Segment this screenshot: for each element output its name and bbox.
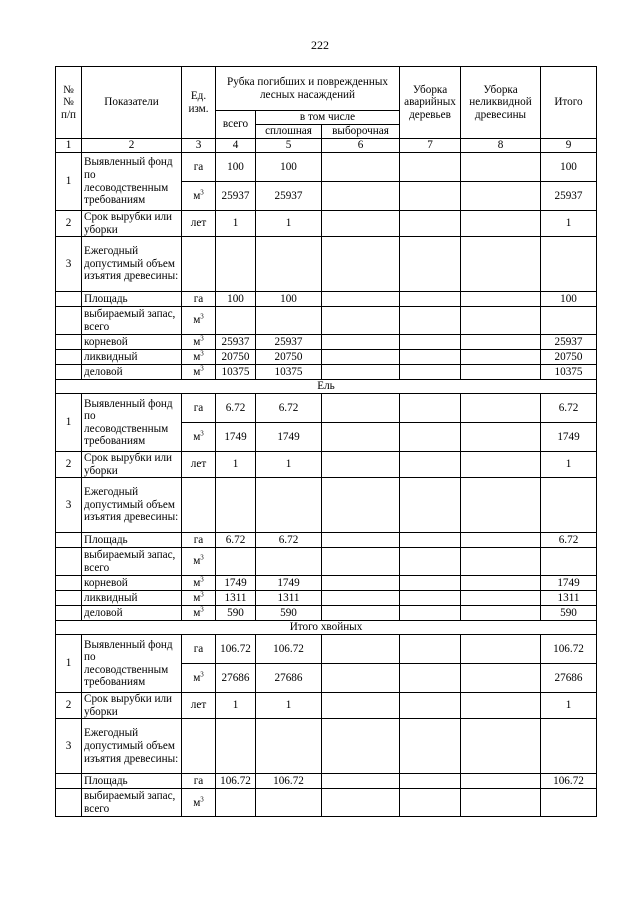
row-number: 1 bbox=[56, 394, 82, 452]
unit-cell bbox=[182, 182, 216, 211]
row-number bbox=[56, 350, 82, 365]
row-number: 2 bbox=[56, 693, 82, 719]
selective-cell bbox=[322, 211, 400, 237]
row-label: Площадь bbox=[82, 292, 182, 307]
unit-text: м bbox=[193, 671, 201, 684]
col-number-5: 5 bbox=[256, 139, 322, 153]
unit-superscript: 3 bbox=[200, 312, 204, 321]
unit-superscript: 3 bbox=[200, 553, 204, 562]
forest-harvest-table bbox=[55, 66, 597, 817]
total-all-cell: 1311 bbox=[216, 591, 256, 606]
row-number bbox=[56, 576, 82, 591]
emergency-cell bbox=[400, 394, 461, 423]
table-row bbox=[56, 237, 597, 292]
illiquid-cell bbox=[461, 350, 541, 365]
table-row bbox=[56, 591, 597, 606]
unit-superscript: 3 bbox=[200, 187, 204, 196]
unit-text: га bbox=[193, 533, 204, 546]
emergency-cell bbox=[400, 719, 461, 774]
clear-cut-cell: 20750 bbox=[256, 350, 322, 365]
total-all-cell: 1 bbox=[216, 452, 256, 478]
emergency-cell bbox=[400, 664, 461, 693]
clear-cut-cell bbox=[256, 478, 322, 533]
row-number bbox=[56, 533, 82, 548]
unit-text: м bbox=[193, 591, 201, 604]
column-number-row bbox=[56, 139, 597, 153]
illiquid-cell bbox=[461, 606, 541, 621]
col-number-4: 4 bbox=[216, 139, 256, 153]
illiquid-cell bbox=[461, 423, 541, 452]
selective-cell bbox=[322, 423, 400, 452]
selective-cell bbox=[322, 533, 400, 548]
illiquid-cell bbox=[461, 719, 541, 774]
selective-cell bbox=[322, 548, 400, 576]
selective-cell bbox=[322, 394, 400, 423]
header-total-all: всего bbox=[216, 111, 256, 139]
row-label: Выявленный фонд по лесоводственным требованиям bbox=[82, 635, 182, 693]
total-all-cell: 106.72 bbox=[216, 635, 256, 664]
selective-cell bbox=[322, 182, 400, 211]
section-title-row bbox=[56, 621, 597, 635]
total-cell bbox=[541, 548, 597, 576]
row-label: выбираемый запас, всего bbox=[82, 548, 182, 576]
emergency-cell bbox=[400, 182, 461, 211]
total-cell: 25937 bbox=[541, 182, 597, 211]
illiquid-cell bbox=[461, 335, 541, 350]
unit-cell bbox=[182, 635, 216, 664]
unit-cell bbox=[182, 789, 216, 817]
row-number: 2 bbox=[56, 211, 82, 237]
total-cell bbox=[541, 237, 597, 292]
selective-cell bbox=[322, 606, 400, 621]
unit-text: м bbox=[193, 555, 201, 568]
row-label: Срок вырубки или уборки bbox=[82, 452, 182, 478]
total-cell bbox=[541, 478, 597, 533]
total-all-cell: 106.72 bbox=[216, 774, 256, 789]
total-all-cell: 590 bbox=[216, 606, 256, 621]
clear-cut-cell bbox=[256, 789, 322, 817]
col-number-6: 6 bbox=[322, 139, 400, 153]
unit-text: лет bbox=[190, 217, 207, 230]
row-label: Площадь bbox=[82, 774, 182, 789]
row-label: выбираемый запас, всего bbox=[82, 307, 182, 335]
unit-cell bbox=[182, 350, 216, 365]
unit-superscript: 3 bbox=[200, 575, 204, 584]
clear-cut-cell: 1749 bbox=[256, 423, 322, 452]
clear-cut-cell bbox=[256, 548, 322, 576]
total-all-cell: 10375 bbox=[216, 365, 256, 380]
unit-text: м bbox=[193, 189, 201, 202]
row-label: корневой bbox=[82, 576, 182, 591]
total-cell: 106.72 bbox=[541, 635, 597, 664]
illiquid-cell bbox=[461, 478, 541, 533]
total-all-cell bbox=[216, 719, 256, 774]
clear-cut-cell: 590 bbox=[256, 606, 322, 621]
clear-cut-cell: 25937 bbox=[256, 182, 322, 211]
row-label: корневой bbox=[82, 335, 182, 350]
unit-text: м bbox=[193, 606, 201, 619]
total-all-cell: 6.72 bbox=[216, 533, 256, 548]
selective-cell bbox=[322, 774, 400, 789]
selective-cell bbox=[322, 335, 400, 350]
total-cell: 6.72 bbox=[541, 394, 597, 423]
total-all-cell bbox=[216, 789, 256, 817]
row-label: выбираемый запас, всего bbox=[82, 789, 182, 817]
selective-cell bbox=[322, 635, 400, 664]
total-cell: 1311 bbox=[541, 591, 597, 606]
row-label: Площадь bbox=[82, 533, 182, 548]
selective-cell bbox=[322, 591, 400, 606]
emergency-cell bbox=[400, 292, 461, 307]
clear-cut-cell bbox=[256, 719, 322, 774]
unit-text: м bbox=[193, 335, 201, 348]
clear-cut-cell: 1 bbox=[256, 693, 322, 719]
total-cell: 1 bbox=[541, 693, 597, 719]
section-title: Ель bbox=[56, 380, 597, 394]
emergency-cell bbox=[400, 548, 461, 576]
row-number: 3 bbox=[56, 719, 82, 774]
clear-cut-cell: 1 bbox=[256, 211, 322, 237]
clear-cut-cell: 106.72 bbox=[256, 635, 322, 664]
total-all-cell: 1749 bbox=[216, 423, 256, 452]
selective-cell bbox=[322, 664, 400, 693]
unit-superscript: 3 bbox=[200, 794, 204, 803]
table-row bbox=[56, 635, 597, 664]
col-number-9: 9 bbox=[541, 139, 597, 153]
page-number: 222 bbox=[311, 38, 329, 52]
row-label: Ежегодный допустимый объем изъятия древесины: bbox=[82, 719, 182, 774]
unit-text: м bbox=[193, 314, 201, 327]
total-cell: 6.72 bbox=[541, 533, 597, 548]
unit-superscript: 3 bbox=[200, 334, 204, 343]
total-cell bbox=[541, 719, 597, 774]
unit-cell bbox=[182, 394, 216, 423]
selective-cell bbox=[322, 237, 400, 292]
emergency-cell bbox=[400, 452, 461, 478]
row-number bbox=[56, 292, 82, 307]
unit-cell bbox=[182, 774, 216, 789]
unit-text: м bbox=[193, 576, 201, 589]
selective-cell bbox=[322, 478, 400, 533]
col-number-3: 3 bbox=[182, 139, 216, 153]
illiquid-cell bbox=[461, 452, 541, 478]
unit-cell bbox=[182, 423, 216, 452]
emergency-cell bbox=[400, 591, 461, 606]
selective-cell bbox=[322, 365, 400, 380]
header-selective: выборочная bbox=[322, 125, 400, 139]
illiquid-cell bbox=[461, 548, 541, 576]
selective-cell bbox=[322, 350, 400, 365]
selective-cell bbox=[322, 789, 400, 817]
clear-cut-cell: 25937 bbox=[256, 335, 322, 350]
unit-cell bbox=[182, 365, 216, 380]
clear-cut-cell: 106.72 bbox=[256, 774, 322, 789]
unit-cell bbox=[182, 591, 216, 606]
table-row bbox=[56, 606, 597, 621]
section-title-row bbox=[56, 380, 597, 394]
illiquid-cell bbox=[461, 292, 541, 307]
unit-cell bbox=[182, 153, 216, 182]
unit-cell bbox=[182, 478, 216, 533]
row-number bbox=[56, 307, 82, 335]
emergency-cell bbox=[400, 635, 461, 664]
table-row bbox=[56, 292, 597, 307]
table-row bbox=[56, 719, 597, 774]
unit-text: лет bbox=[190, 458, 207, 471]
total-all-cell: 20750 bbox=[216, 350, 256, 365]
row-label: Выявленный фонд по лесоводственным требованиям bbox=[82, 394, 182, 452]
table-row bbox=[56, 335, 597, 350]
col-number-7: 7 bbox=[400, 139, 461, 153]
table-body bbox=[56, 67, 597, 817]
row-number bbox=[56, 591, 82, 606]
total-all-cell: 25937 bbox=[216, 182, 256, 211]
row-label: деловой bbox=[82, 365, 182, 380]
illiquid-cell bbox=[461, 153, 541, 182]
emergency-cell bbox=[400, 365, 461, 380]
emergency-cell bbox=[400, 576, 461, 591]
unit-text: га bbox=[193, 292, 204, 305]
unit-text: м bbox=[193, 796, 201, 809]
illiquid-cell bbox=[461, 789, 541, 817]
table-row bbox=[56, 350, 597, 365]
unit-text: лет bbox=[190, 699, 207, 712]
emergency-cell bbox=[400, 335, 461, 350]
unit-text: м bbox=[193, 365, 201, 378]
emergency-cell bbox=[400, 237, 461, 292]
unit-text: м bbox=[193, 430, 201, 443]
emergency-cell bbox=[400, 307, 461, 335]
illiquid-cell bbox=[461, 576, 541, 591]
row-number: 3 bbox=[56, 237, 82, 292]
total-all-cell bbox=[216, 237, 256, 292]
row-label: Ежегодный допустимый объем изъятия древесины: bbox=[82, 478, 182, 533]
total-cell: 100 bbox=[541, 292, 597, 307]
illiquid-cell bbox=[461, 664, 541, 693]
illiquid-cell bbox=[461, 307, 541, 335]
unit-cell bbox=[182, 576, 216, 591]
clear-cut-cell: 1311 bbox=[256, 591, 322, 606]
unit-cell bbox=[182, 307, 216, 335]
selective-cell bbox=[322, 307, 400, 335]
header-emergency: Уборка аварийных деревьев bbox=[400, 67, 461, 139]
unit-cell bbox=[182, 533, 216, 548]
table-row bbox=[56, 774, 597, 789]
total-all-cell bbox=[216, 307, 256, 335]
emergency-cell bbox=[400, 350, 461, 365]
header-unit: Ед. изм. bbox=[182, 67, 216, 139]
total-cell: 106.72 bbox=[541, 774, 597, 789]
unit-cell bbox=[182, 719, 216, 774]
illiquid-cell bbox=[461, 394, 541, 423]
clear-cut-cell: 100 bbox=[256, 153, 322, 182]
row-number bbox=[56, 606, 82, 621]
selective-cell bbox=[322, 576, 400, 591]
table-row bbox=[56, 576, 597, 591]
clear-cut-cell: 6.72 bbox=[256, 394, 322, 423]
unit-text: м bbox=[193, 350, 201, 363]
header-total: Итого bbox=[541, 67, 597, 139]
total-all-cell: 25937 bbox=[216, 335, 256, 350]
unit-text: га bbox=[193, 775, 204, 787]
row-label: Срок вырубки или уборки bbox=[82, 693, 182, 719]
row-label: деловой bbox=[82, 606, 182, 621]
total-cell bbox=[541, 307, 597, 335]
emergency-cell bbox=[400, 211, 461, 237]
row-number: 1 bbox=[56, 635, 82, 693]
unit-text: га bbox=[193, 642, 204, 655]
emergency-cell bbox=[400, 533, 461, 548]
total-cell: 1749 bbox=[541, 576, 597, 591]
header-clear: сплошная bbox=[256, 125, 322, 139]
row-number bbox=[56, 548, 82, 576]
total-cell: 1749 bbox=[541, 423, 597, 452]
header-num: №№ п/п bbox=[56, 67, 82, 139]
row-label: ликвидный bbox=[82, 350, 182, 365]
total-cell: 25937 bbox=[541, 335, 597, 350]
clear-cut-cell: 27686 bbox=[256, 664, 322, 693]
table-row bbox=[56, 211, 597, 237]
total-cell: 10375 bbox=[541, 365, 597, 380]
total-cell: 1 bbox=[541, 452, 597, 478]
unit-cell bbox=[182, 335, 216, 350]
emergency-cell bbox=[400, 606, 461, 621]
row-label: Выявленный фонд по лесоводственным требованиям bbox=[82, 153, 182, 211]
section-title: Итого хвойных bbox=[56, 621, 597, 635]
selective-cell bbox=[322, 719, 400, 774]
table-row bbox=[56, 153, 597, 182]
unit-cell bbox=[182, 693, 216, 719]
row-number: 3 bbox=[56, 478, 82, 533]
unit-cell bbox=[182, 292, 216, 307]
row-label: Срок вырубки или уборки bbox=[82, 211, 182, 237]
unit-cell bbox=[182, 664, 216, 693]
selective-cell bbox=[322, 153, 400, 182]
illiquid-cell bbox=[461, 211, 541, 237]
table-row bbox=[56, 452, 597, 478]
table-row bbox=[56, 533, 597, 548]
row-number bbox=[56, 774, 82, 789]
col-number-1: 1 bbox=[56, 139, 82, 153]
header-row-1 bbox=[56, 67, 597, 111]
unit-superscript: 3 bbox=[200, 590, 204, 599]
clear-cut-cell: 10375 bbox=[256, 365, 322, 380]
header-indicator: Показатели bbox=[82, 67, 182, 139]
unit-cell bbox=[182, 606, 216, 621]
clear-cut-cell: 100 bbox=[256, 292, 322, 307]
selective-cell bbox=[322, 452, 400, 478]
illiquid-cell bbox=[461, 635, 541, 664]
illiquid-cell bbox=[461, 237, 541, 292]
table-row bbox=[56, 365, 597, 380]
row-number: 2 bbox=[56, 452, 82, 478]
table-row bbox=[56, 789, 597, 817]
row-label: ликвидный bbox=[82, 591, 182, 606]
row-number: 1 bbox=[56, 153, 82, 211]
total-cell bbox=[541, 789, 597, 817]
row-label: Ежегодный допустимый объем изъятия древесины: bbox=[82, 237, 182, 292]
emergency-cell bbox=[400, 789, 461, 817]
total-all-cell: 27686 bbox=[216, 664, 256, 693]
selective-cell bbox=[322, 292, 400, 307]
illiquid-cell bbox=[461, 591, 541, 606]
clear-cut-cell: 1749 bbox=[256, 576, 322, 591]
illiquid-cell bbox=[461, 774, 541, 789]
unit-superscript: 3 bbox=[200, 364, 204, 373]
total-all-cell bbox=[216, 548, 256, 576]
table-row bbox=[56, 693, 597, 719]
total-all-cell: 1 bbox=[216, 693, 256, 719]
unit-text: га bbox=[193, 160, 204, 173]
table-row bbox=[56, 478, 597, 533]
total-cell: 27686 bbox=[541, 664, 597, 693]
unit-superscript: 3 bbox=[200, 605, 204, 614]
unit-superscript: 3 bbox=[200, 670, 204, 679]
row-number bbox=[56, 365, 82, 380]
unit-cell bbox=[182, 211, 216, 237]
illiquid-cell bbox=[461, 693, 541, 719]
unit-text: га bbox=[193, 401, 204, 414]
row-number bbox=[56, 335, 82, 350]
unit-superscript: 3 bbox=[200, 349, 204, 358]
clear-cut-cell: 1 bbox=[256, 452, 322, 478]
unit-cell bbox=[182, 452, 216, 478]
total-all-cell: 6.72 bbox=[216, 394, 256, 423]
unit-superscript: 3 bbox=[200, 429, 204, 438]
clear-cut-cell bbox=[256, 307, 322, 335]
illiquid-cell bbox=[461, 533, 541, 548]
total-cell: 590 bbox=[541, 606, 597, 621]
table-row bbox=[56, 307, 597, 335]
illiquid-cell bbox=[461, 365, 541, 380]
emergency-cell bbox=[400, 423, 461, 452]
selective-cell bbox=[322, 693, 400, 719]
total-all-cell: 1749 bbox=[216, 576, 256, 591]
total-cell: 1 bbox=[541, 211, 597, 237]
header-salvage: Рубка погибших и поврежденных лесных насаждений bbox=[216, 67, 400, 111]
total-all-cell bbox=[216, 478, 256, 533]
header-including: в том числе bbox=[256, 111, 400, 125]
emergency-cell bbox=[400, 478, 461, 533]
header-illiquid: Уборка неликвидной древесины bbox=[461, 67, 541, 139]
emergency-cell bbox=[400, 693, 461, 719]
emergency-cell bbox=[400, 153, 461, 182]
unit-cell bbox=[182, 237, 216, 292]
table-row bbox=[56, 548, 597, 576]
col-number-2: 2 bbox=[82, 139, 182, 153]
total-all-cell: 1 bbox=[216, 211, 256, 237]
emergency-cell bbox=[400, 774, 461, 789]
row-number bbox=[56, 789, 82, 817]
total-cell: 100 bbox=[541, 153, 597, 182]
total-all-cell: 100 bbox=[216, 292, 256, 307]
clear-cut-cell bbox=[256, 237, 322, 292]
illiquid-cell bbox=[461, 182, 541, 211]
total-all-cell: 100 bbox=[216, 153, 256, 182]
total-cell: 20750 bbox=[541, 350, 597, 365]
unit-cell bbox=[182, 548, 216, 576]
col-number-8: 8 bbox=[461, 139, 541, 153]
table-row bbox=[56, 394, 597, 423]
clear-cut-cell: 6.72 bbox=[256, 533, 322, 548]
